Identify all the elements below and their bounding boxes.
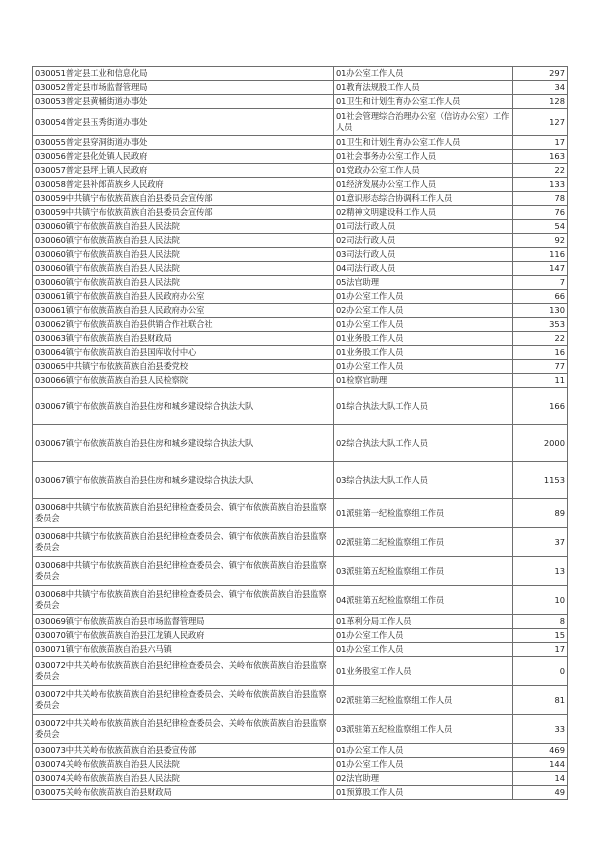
cell-count: 116 [513, 248, 568, 262]
cell-count: 297 [513, 67, 568, 81]
cell-unit: 030055普定县穿洞街道办事处 [33, 136, 334, 150]
cell-unit: 030061镇宁布依族苗族自治县人民政府办公室 [33, 290, 334, 304]
cell-count: 89 [513, 499, 568, 528]
cell-count: 133 [513, 178, 568, 192]
cell-post: 01业务股室工作人员 [334, 657, 513, 686]
cell-count: 1153 [513, 462, 568, 499]
cell-unit: 030067镇宁布依族苗族自治县住房和城乡建设综合执法大队 [33, 462, 334, 499]
cell-unit: 030064镇宁布依族苗族自治县国库收付中心 [33, 346, 334, 360]
cell-count: 15 [513, 629, 568, 643]
cell-count: 22 [513, 332, 568, 346]
table-row [33, 346, 568, 360]
cell-count: 13 [513, 557, 568, 586]
cell-post: 03综合执法大队工作人员 [334, 462, 513, 499]
cell-post: 01意识形态综合协调科工作人员 [334, 192, 513, 206]
cell-count: 10 [513, 586, 568, 615]
cell-unit: 030052普定县市场监督管理局 [33, 81, 334, 95]
cell-post: 01卫生和计划生育办公室工作人员 [334, 95, 513, 109]
cell-count: 66 [513, 290, 568, 304]
cell-count: 147 [513, 262, 568, 276]
cell-post: 01办公室工作人员 [334, 290, 513, 304]
cell-count: 76 [513, 206, 568, 220]
recruitment-table [32, 66, 568, 800]
table-row [33, 772, 568, 786]
cell-post: 01派驻第一纪检监察组工作员 [334, 499, 513, 528]
cell-unit: 030061镇宁布依族苗族自治县人民政府办公室 [33, 304, 334, 318]
cell-unit: 030070镇宁布依族苗族自治县江龙镇人民政府 [33, 629, 334, 643]
table-row [33, 528, 568, 557]
table-row [33, 276, 568, 290]
cell-post: 01办公室工作人员 [334, 758, 513, 772]
cell-post: 01党政办公室工作人员 [334, 164, 513, 178]
cell-unit: 030067镇宁布依族苗族自治县住房和城乡建设综合执法大队 [33, 388, 334, 425]
cell-unit: 030059中共镇宁布依族苗族自治县委员会宣传部 [33, 192, 334, 206]
table-row [33, 557, 568, 586]
cell-count: 54 [513, 220, 568, 234]
cell-unit: 030063镇宁布依族苗族自治县财政局 [33, 332, 334, 346]
cell-count: 49 [513, 786, 568, 800]
table-row [33, 786, 568, 800]
cell-unit: 030060镇宁布依族苗族自治县人民法院 [33, 234, 334, 248]
recruitment-table-container [32, 66, 567, 800]
cell-count: 16 [513, 346, 568, 360]
cell-post: 01办公室工作人员 [334, 67, 513, 81]
cell-count: 17 [513, 136, 568, 150]
table-row [33, 192, 568, 206]
cell-unit: 030071镇宁布依族苗族自治县六马镇 [33, 643, 334, 657]
table-row [33, 425, 568, 462]
table-row [33, 304, 568, 318]
cell-count: 8 [513, 615, 568, 629]
cell-post: 01检察官助理 [334, 374, 513, 388]
cell-post: 01经济发展办公室工作人员 [334, 178, 513, 192]
cell-unit: 030051普定县工业和信息化局 [33, 67, 334, 81]
cell-unit: 030062镇宁布依族苗族自治县供销合作社联合社 [33, 318, 334, 332]
cell-unit: 030060镇宁布依族苗族自治县人民法院 [33, 276, 334, 290]
cell-post: 02精神文明建设科工作人员 [334, 206, 513, 220]
cell-unit: 030059中共镇宁布依族苗族自治县委员会宣传部 [33, 206, 334, 220]
cell-unit: 030057普定县坪上镇人民政府 [33, 164, 334, 178]
cell-post: 01办公室工作人员 [334, 629, 513, 643]
cell-count: 34 [513, 81, 568, 95]
cell-count: 14 [513, 772, 568, 786]
cell-unit: 030054普定县玉秀街道办事处 [33, 109, 334, 136]
cell-post: 02办公室工作人员 [334, 304, 513, 318]
cell-count: 469 [513, 744, 568, 758]
table-row [33, 657, 568, 686]
cell-unit: 030067镇宁布依族苗族自治县住房和城乡建设综合执法大队 [33, 425, 334, 462]
table-body [33, 67, 568, 800]
cell-unit: 030066镇宁布依族苗族自治县人民检察院 [33, 374, 334, 388]
cell-post: 03派驻第五纪检监察组工作员 [334, 557, 513, 586]
table-row [33, 374, 568, 388]
cell-count: 78 [513, 192, 568, 206]
cell-count: 128 [513, 95, 568, 109]
table-row [33, 332, 568, 346]
cell-post: 01教育法规股工作人员 [334, 81, 513, 95]
cell-unit: 030065中共镇宁布依族苗族自治县委党校 [33, 360, 334, 374]
cell-unit: 030068中共镇宁布依族苗族自治县纪律检查委员会、镇宁布依族苗族自治县监察委员会 [33, 586, 334, 615]
cell-unit: 030060镇宁布依族苗族自治县人民法院 [33, 248, 334, 262]
table-row [33, 715, 568, 744]
cell-count: 33 [513, 715, 568, 744]
cell-count: 22 [513, 164, 568, 178]
cell-count: 17 [513, 643, 568, 657]
table-row [33, 206, 568, 220]
cell-unit: 030068中共镇宁布依族苗族自治县纪律检查委员会、镇宁布依族苗族自治县监察委员会 [33, 557, 334, 586]
cell-post: 02法官助理 [334, 772, 513, 786]
cell-count: 127 [513, 109, 568, 136]
table-row [33, 290, 568, 304]
cell-count: 0 [513, 657, 568, 686]
table-row [33, 643, 568, 657]
table-row [33, 758, 568, 772]
cell-post: 01办公室工作人员 [334, 360, 513, 374]
cell-count: 353 [513, 318, 568, 332]
cell-unit: 030060镇宁布依族苗族自治县人民法院 [33, 220, 334, 234]
cell-count: 144 [513, 758, 568, 772]
cell-post: 04司法行政人员 [334, 262, 513, 276]
cell-unit: 030053普定县黄桶街道办事处 [33, 95, 334, 109]
cell-unit: 030074关岭布依族苗族自治县人民法院 [33, 772, 334, 786]
table-row [33, 744, 568, 758]
cell-count: 166 [513, 388, 568, 425]
cell-post: 01综合执法大队工作人员 [334, 388, 513, 425]
cell-unit: 030072中共关岭布依族苗族自治县纪律检查委员会、关岭布依族苗族自治县监察委员会 [33, 686, 334, 715]
table-row [33, 318, 568, 332]
cell-unit: 030060镇宁布依族苗族自治县人民法院 [33, 262, 334, 276]
table-row [33, 234, 568, 248]
cell-post: 03司法行政人员 [334, 248, 513, 262]
table-row [33, 178, 568, 192]
cell-count: 11 [513, 374, 568, 388]
cell-unit: 030074关岭布依族苗族自治县人民法院 [33, 758, 334, 772]
table-row [33, 629, 568, 643]
cell-count: 92 [513, 234, 568, 248]
cell-count: 81 [513, 686, 568, 715]
cell-unit: 030072中共关岭布依族苗族自治县纪律检查委员会、关岭布依族苗族自治县监察委员会 [33, 715, 334, 744]
cell-unit: 030069镇宁布依族苗族自治县市场监督管理局 [33, 615, 334, 629]
table-row [33, 81, 568, 95]
table-row [33, 462, 568, 499]
table-row [33, 136, 568, 150]
table-row [33, 615, 568, 629]
table-row [33, 388, 568, 425]
table-row [33, 586, 568, 615]
cell-count: 130 [513, 304, 568, 318]
table-row [33, 248, 568, 262]
cell-count: 37 [513, 528, 568, 557]
table-row [33, 109, 568, 136]
cell-unit: 030068中共镇宁布依族苗族自治县纪律检查委员会、镇宁布依族苗族自治县监察委员会 [33, 528, 334, 557]
table-row [33, 67, 568, 81]
cell-post: 03派驻第五纪检监察组工作人员 [334, 715, 513, 744]
cell-post: 02派驻第三纪检监察组工作人员 [334, 686, 513, 715]
cell-unit: 030072中共关岭布依族苗族自治县纪律检查委员会、关岭布依族苗族自治县监察委员会 [33, 657, 334, 686]
cell-post: 01办公室工作人员 [334, 318, 513, 332]
cell-unit: 030075关岭布依族苗族自治县财政局 [33, 786, 334, 800]
table-row [33, 686, 568, 715]
cell-post: 01社会事务办公室工作人员 [334, 150, 513, 164]
cell-post: 01革利分局工作人员 [334, 615, 513, 629]
cell-post: 02综合执法大队工作人员 [334, 425, 513, 462]
cell-post: 01业务股工作人员 [334, 332, 513, 346]
cell-post: 01业务股工作人员 [334, 346, 513, 360]
table-row [33, 164, 568, 178]
table-row [33, 499, 568, 528]
cell-count: 7 [513, 276, 568, 290]
cell-unit: 030068中共镇宁布依族苗族自治县纪律检查委员会、镇宁布依族苗族自治县监察委员会 [33, 499, 334, 528]
cell-post: 01办公室工作人员 [334, 744, 513, 758]
cell-post: 01办公室工作人员 [334, 643, 513, 657]
cell-post: 04派驻第五纪检监察组工作员 [334, 586, 513, 615]
table-row [33, 220, 568, 234]
cell-post: 01社会管理综合治理办公室（信访办公室）工作人员 [334, 109, 513, 136]
table-row [33, 150, 568, 164]
cell-unit: 030056普定县化处镇人民政府 [33, 150, 334, 164]
cell-count: 77 [513, 360, 568, 374]
cell-post: 01预算股工作人员 [334, 786, 513, 800]
table-row [33, 95, 568, 109]
cell-post: 02派驻第二纪检监察组工作员 [334, 528, 513, 557]
table-row [33, 262, 568, 276]
cell-post: 01司法行政人员 [334, 220, 513, 234]
table-row [33, 360, 568, 374]
cell-post: 05法官助理 [334, 276, 513, 290]
cell-unit: 030058普定县补郎苗族乡人民政府 [33, 178, 334, 192]
cell-count: 163 [513, 150, 568, 164]
cell-unit: 030073中共关岭布依族苗族自治县委宣传部 [33, 744, 334, 758]
cell-post: 02司法行政人员 [334, 234, 513, 248]
cell-post: 01卫生和计划生育办公室工作人员 [334, 136, 513, 150]
cell-count: 2000 [513, 425, 568, 462]
